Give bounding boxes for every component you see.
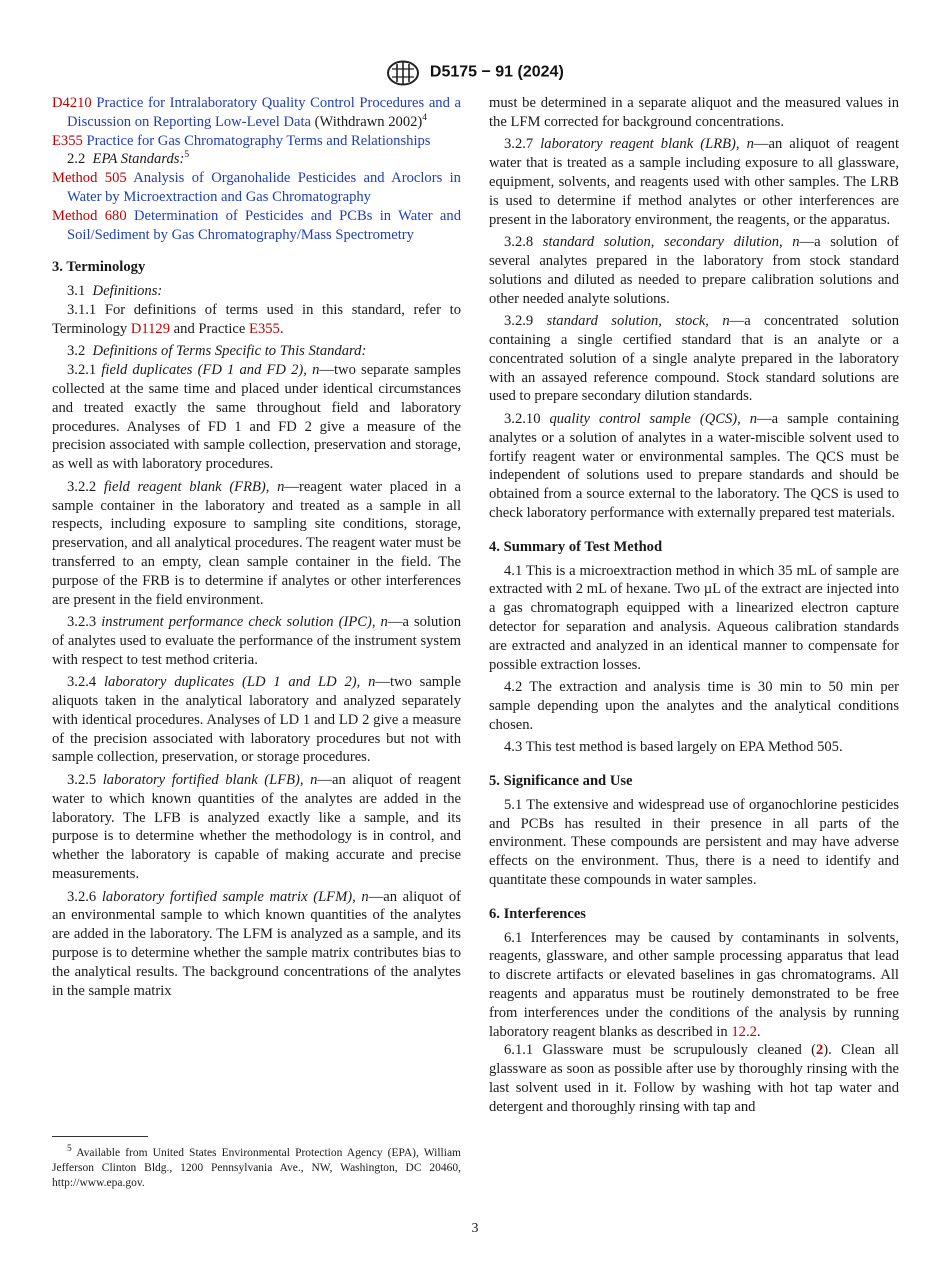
astm-logo-icon bbox=[386, 60, 420, 86]
link-12-2[interactable]: 12.2 bbox=[731, 1023, 757, 1040]
ref-d4210 bbox=[52, 94, 461, 132]
ref-code[interactable]: Method 505 bbox=[52, 170, 127, 187]
link-e355[interactable]: E355 bbox=[249, 320, 280, 337]
ref-e355 bbox=[52, 132, 461, 151]
right-column bbox=[489, 94, 899, 1120]
paragraph: 5.1 The extensive and widespread use of organochlorine pesticides and PCBs has resulted in their presence in all parts of the environment. These compounds are persistent and may have adverse effects on the environment. Thus, there is a need to identify and quantitate these compounds in water samples. bbox=[489, 796, 899, 889]
section-heading: 5. Significance and Use bbox=[489, 773, 633, 790]
paragraph: must be determined in a separate aliquot and the measured values in the LFM corrected for background concentrations. bbox=[489, 95, 899, 130]
designation: D5175 − 91 (2024) bbox=[429, 63, 564, 81]
term-paragraph: 3.2.2 field reagent blank (FRB), n—reagent water placed in a sample container in the laboratory and treated as a sample in all respects, including exposure to sampling site conditions, storage, preservation, and all analytical procedures. The reagent water must be transferred to an empty, clean sample container in the field. The purpose of the FRB is to determine if analytes or other interferences are present in the field environment. bbox=[52, 478, 461, 608]
footnote-marker[interactable]: 5 bbox=[184, 150, 190, 161]
page-header bbox=[0, 60, 950, 86]
paragraph: 3.2 Definitions of Terms Specific to This Standard: bbox=[67, 343, 367, 360]
epa-standards-label: 2.2 EPA Standards:$^5$ bbox=[67, 150, 190, 168]
term-paragraph: 3.2.7 laboratory reagent blank (LRB), n—an aliquot of reagent water that is treated as a sample including exposure to all glassware, equipment, solvents, and reagents used with other samples. The LRB is used to determine if method analytes or other interferences are present in the laboratory environment, the reagents, or the apparatus. bbox=[489, 136, 899, 228]
ref-code[interactable]: E355 bbox=[52, 132, 83, 149]
term-paragraph: 3.2.10 quality control sample (QCS), n—a sample containing analytes or a solution of analytes in a water-miscible solvent used to fortify reagent water or environmental samples. The QCS must be independent of solutions used to prepare standards and should be obtained from a source external to the laboratory. The QCS is used to check laboratory performance with externally prepared test materials. bbox=[489, 410, 899, 521]
section-heading: 4. Summary of Test Method bbox=[489, 538, 663, 555]
ref-title[interactable]: Determination of Pesticides and PCBs in Water and Soil/Sediment by Gas Chromatography/Mass Spectrometry bbox=[67, 207, 461, 243]
term-paragraph: 3.2.5 laboratory fortified blank (LFB), n—an aliquot of reagent water to which known quantities of the analytes are added in the laboratory. The LFB is analyzed exactly like a sample, and its purpose is to determine whether the methodology is in control, and whether the laboratory is capable of making accurate and precise measurements. bbox=[52, 772, 461, 883]
page-number: 3 bbox=[471, 1221, 479, 1236]
paragraph: 3.1.1 For definitions of terms used in this standard, refer to Terminology D1129 and Practice E355. bbox=[52, 301, 461, 337]
ref-code[interactable]: D4210 bbox=[52, 95, 92, 111]
paragraph: 4.2 The extraction and analysis time is 30 min to 50 min per sample depending upon the analytes and the analytical conditions chosen. bbox=[489, 679, 899, 733]
ref-title[interactable]: Practice for Intralaboratory Quality Control Procedures and a Discussion on Reporting Low-Level Data bbox=[67, 95, 461, 130]
term-paragraph: 3.2.9 standard solution, stock, n—a concentrated solution containing a single certified standard that is an analyte or a concentrated solution of a single analyte prepared in the laboratory with an assayed reference compound. Stock standard solutions are used to prepare secondary dilution standards. bbox=[489, 313, 899, 405]
footnote: $^5$ Available from United States Environmental Protection Agency (EPA), William Jefferson Clinton Bldg., 1200 Pennsylvania Ave., NW, Washington, DC 20460, http://www.epa.gov. bbox=[52, 1144, 462, 1189]
term-paragraph: 3.2.3 instrument performance check solution (IPC), n—a solution of analytes used to evaluate the performance of the instrument system with respect to test method criteria. bbox=[52, 614, 461, 668]
section-heading: 3. Terminology bbox=[52, 259, 146, 276]
section-heading: 6. Interferences bbox=[489, 905, 586, 922]
ref-method-680 bbox=[52, 207, 461, 245]
paragraph: 4.1 This is a microextraction method in which 35 mL of sample are extracted with 2 mL of hexane. Two µL of the extract are injected into a gas chromatograph equipped with a linearized electron capture detector for separation and analysis. Aqueous calibration standards are extracted and analyzed in an identical manner to compensate for possible extraction losses. bbox=[489, 562, 899, 673]
ref-code[interactable]: Method 680 bbox=[52, 207, 127, 224]
ref-title[interactable]: Analysis of Organohalide Pesticides and Aroclors in Water by Microextraction and Gas Chromatography bbox=[67, 170, 461, 205]
term-paragraph: 3.2.8 standard solution, secondary dilution, n—a solution of several analytes prepared in the laboratory from stock standard solutions and diluted as needed to prepare calibration solutions and other needed analyte solutions. bbox=[489, 234, 899, 307]
term-paragraph: 3.2.4 laboratory duplicates (LD 1 and LD 2), n—two sample aliquots taken in the analytical laboratory and analyzed separately with identical procedures. Analyses of LD 1 and LD 2 give a measure of the precision associated with laboratory procedures but not with sample collection, preservation, or storage procedures. bbox=[52, 674, 461, 766]
link-ref-2[interactable]: 2 bbox=[815, 1042, 824, 1059]
paragraph: 3.1 Definitions: bbox=[67, 283, 163, 300]
term-paragraph: 3.2.6 laboratory fortified sample matrix (LFM), n—an aliquot of an environmental sample to which known quantities of the analytes are added in the laboratory. The LFM is analyzed as a sample, and its purpose is to determine whether the sample matrix contributes bias to the analytical results. The background concentrations of the analytes in the sample matrix bbox=[52, 888, 461, 999]
link-d1129[interactable]: D1129 bbox=[130, 320, 171, 337]
paragraph: 6.1 Interferences may be caused by contaminants in solvents, reagents, glassware, and other sample processing apparatus that lead to discrete artifacts or elevated baselines in gas chromatograms. All reagents and apparatus must be routinely demonstrated to be free from interferences under the conditions of the analysis by running laboratory reagent blanks as described in 12.2. bbox=[489, 929, 899, 1040]
paragraph: 4.3 This test method is based largely on EPA Method 505. bbox=[504, 739, 843, 756]
term-paragraph: 3.2.1 field duplicates (FD 1 and FD 2), n—two separate samples collected at the same time and placed under identical circumstances and treated exactly the same throughout field and laboratory procedures. Analyses of FD 1 and FD 2 give a measure of the precision associated with sample collection, preservation and storage, as well as with laboratory procedures. bbox=[52, 362, 461, 473]
left-column bbox=[52, 94, 461, 1004]
footnote-marker[interactable]: 4 bbox=[422, 112, 428, 123]
ref-method-505 bbox=[52, 169, 461, 207]
footnote-divider bbox=[52, 1136, 148, 1137]
ref-title[interactable]: Practice for Gas Chromatography Terms and Relationships bbox=[86, 132, 431, 149]
paragraph: 6.1.1 Glassware must be scrupulously cleaned (2). Clean all glassware as soon as possible after use by thoroughly rinsing with the last solvent used in it. Follow by washing with hot tap water and detergent and thoroughly rinsing with tap and bbox=[489, 1042, 899, 1115]
ref-note: (Withdrawn 2002) bbox=[314, 113, 423, 130]
